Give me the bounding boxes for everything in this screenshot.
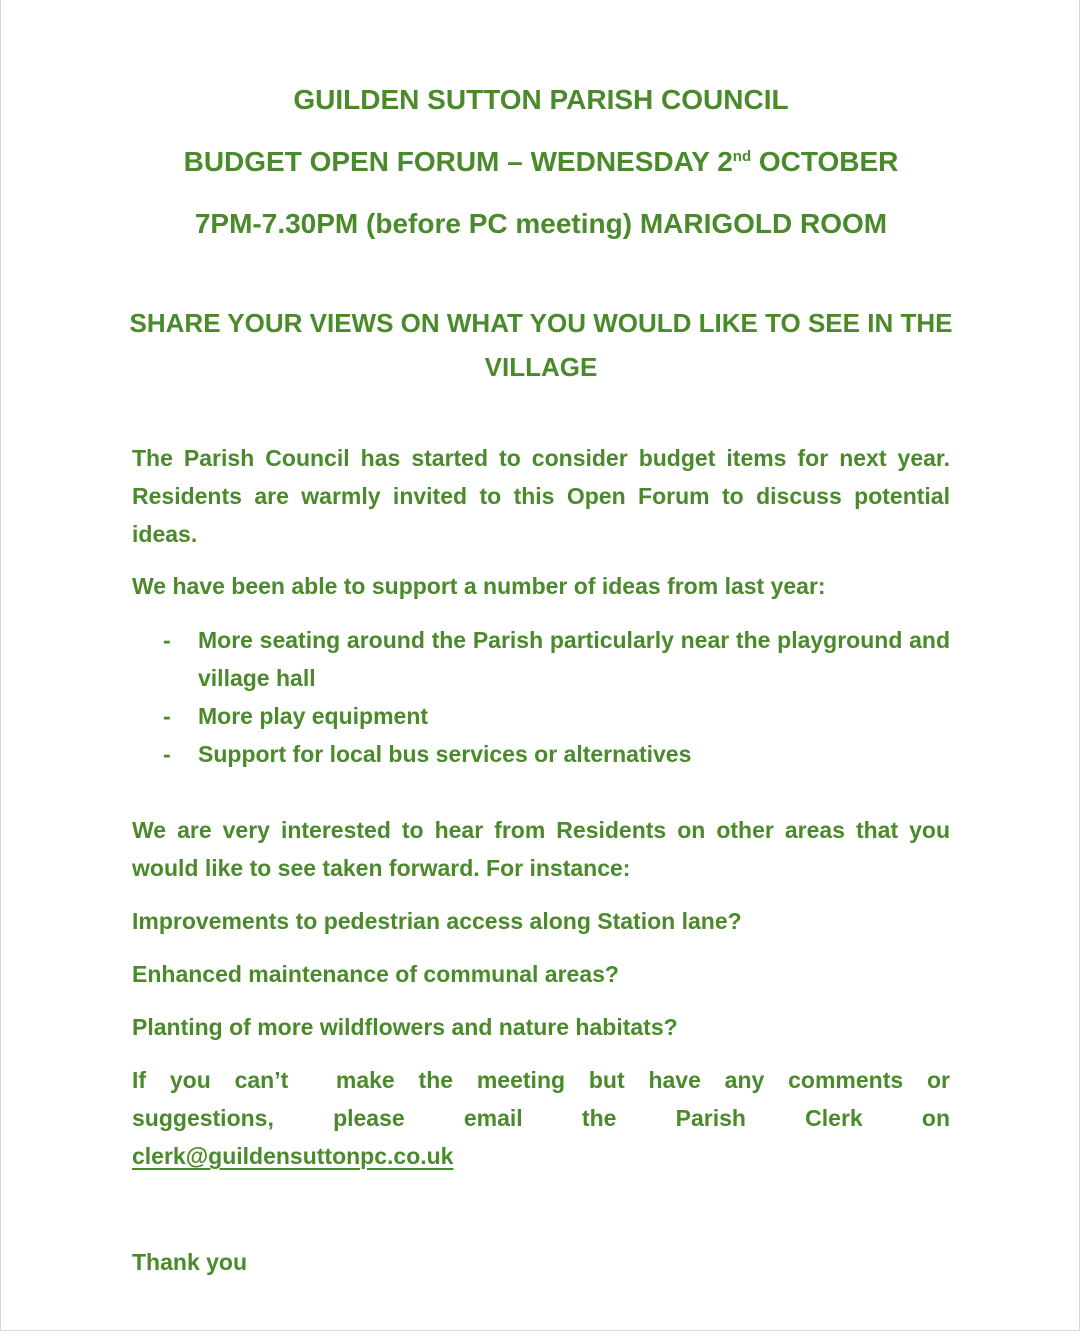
list-dash: - [163, 741, 171, 767]
org-title: GUILDEN SUTTON PARISH COUNCIL [293, 84, 789, 115]
closing-thank-you: Thank you [132, 1249, 248, 1275]
contact-line-2: suggestions, please email the Parish Clerk on [132, 1105, 950, 1131]
supported-items-list [163, 621, 950, 773]
list-item-text: More play equipment [198, 703, 429, 729]
interest-paragraph: We are very interested to hear from Residents on other areas that you would like to see taken forward. For instance: [132, 817, 950, 881]
list-item [163, 735, 950, 773]
list-dash: - [163, 703, 171, 729]
intro-paragraph: The Parish Council has started to consider budget items for next year. Residents are warmly invited to this Open Forum to discuss potential ideas. [132, 445, 950, 547]
contact-line-1: If you can’t make the meeting but have any comments or [132, 1067, 950, 1093]
time-location-line: 7PM-7.30PM (before PC meeting) MARIGOLD ROOM [194, 208, 888, 239]
event-line [1, 145, 1080, 179]
event-line-month: OCTOBER [751, 146, 899, 177]
event-line-ordinal: nd [732, 148, 752, 165]
clerk-email-link[interactable]: clerk@guildensuttonpc.co.uk [132, 1143, 454, 1169]
question-wildflowers: Planting of more wildflowers and nature habitats? [132, 1014, 678, 1040]
list-item [163, 697, 950, 735]
question-pedestrian-access: Improvements to pedestrian access along Station lane? [132, 908, 742, 934]
share-views-heading: SHARE YOUR VIEWS ON WHAT YOU WOULD LIKE TO SEE IN THE VILLAGE [129, 308, 953, 382]
list-item-text: Support for local bus services or alternatives [198, 741, 692, 767]
contact-email-row [132, 1137, 950, 1175]
list-item [163, 621, 950, 697]
question-maintenance: Enhanced maintenance of communal areas? [132, 961, 619, 987]
list-dash: - [163, 627, 171, 653]
supported-lead: We have been able to support a number of ideas from last year: [132, 573, 826, 599]
list-item-text: More seating around the Parish particularly near the playground and village hall [198, 627, 950, 691]
event-line-main: BUDGET OPEN FORUM – WEDNESDAY 2 [183, 146, 733, 177]
